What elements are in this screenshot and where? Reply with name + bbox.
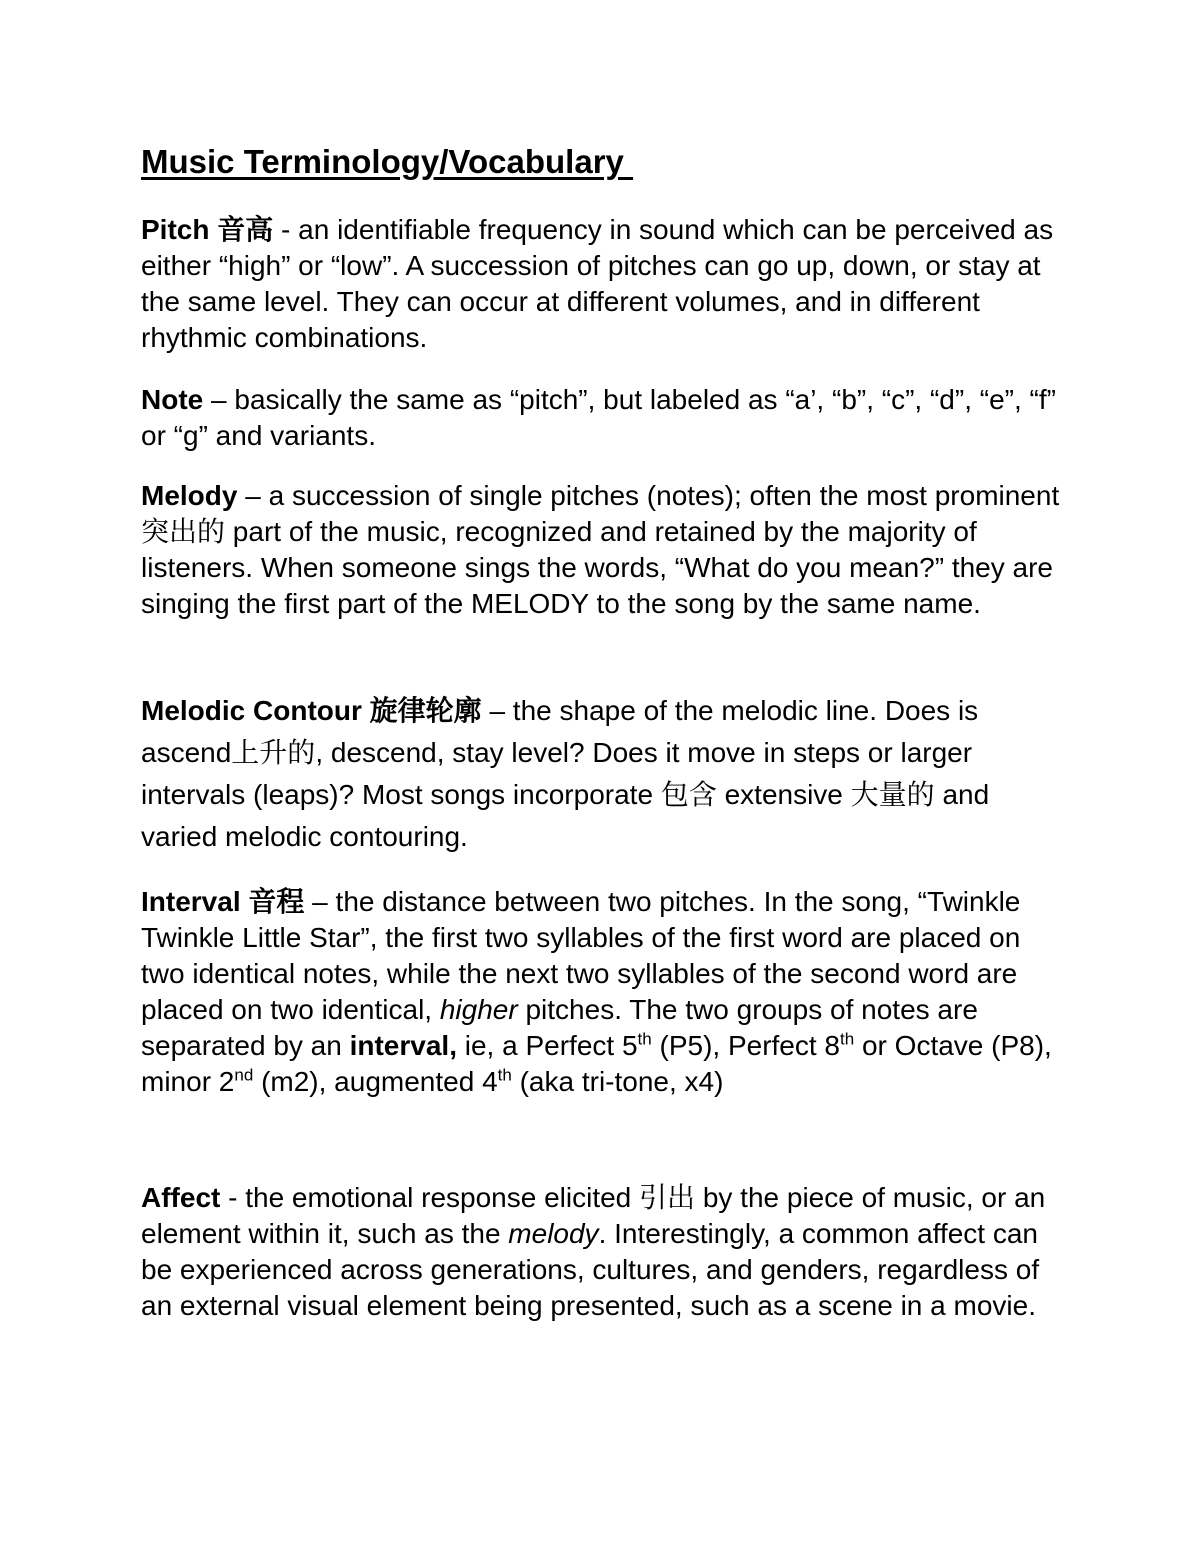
superscript-nd: nd bbox=[234, 1065, 254, 1085]
entry-pitch bbox=[141, 212, 1061, 356]
definition-affect-part2: by the piece of music, or an element within it, such as the bbox=[141, 1182, 1046, 1249]
term-interval-chinese: 音程 bbox=[248, 885, 305, 918]
term-pitch: Pitch 音高 bbox=[141, 213, 274, 246]
definition-contour-part2: , descend, stay level? Does it move in steps or larger intervals (leaps)? Most songs incorporate bbox=[141, 737, 973, 810]
term-interval: Interval 音程 bbox=[141, 885, 305, 918]
definition-contour-part4: and varied melodic contouring. bbox=[141, 779, 990, 852]
gloss-extensive-chinese: 大量的 bbox=[850, 778, 935, 811]
term-melody: Melody bbox=[141, 480, 238, 511]
superscript-th-3: th bbox=[497, 1065, 512, 1085]
definition-contour-part1: – the shape of the melodic line. Does is ascend bbox=[141, 695, 979, 768]
definition-pitch: - an identifiable frequency in sound which can be perceived as either “high” or “low”. A succession of pitches can go up, down, or stay at the same level. They can occur at different volumes, and in different rhythmic combinations. bbox=[141, 214, 1054, 353]
emphasis-higher: higher bbox=[439, 994, 518, 1025]
term-melodic-contour: Melodic Contour 旋律轮廓 bbox=[141, 694, 482, 727]
definition-melody-part1: – a succession of single pitches (notes); often the most prominent bbox=[237, 480, 1060, 511]
document-page bbox=[141, 140, 1061, 1321]
emphasis-melody: melody bbox=[508, 1218, 599, 1249]
entry-interval bbox=[141, 884, 1061, 1100]
definition-interval-part6: (m2), augmented 4 bbox=[253, 1066, 498, 1097]
entry-affect bbox=[141, 1180, 1061, 1324]
gloss-ascend-chinese: 上升的 bbox=[231, 736, 316, 769]
gloss-prominent-chinese: 突出的 bbox=[141, 515, 226, 548]
definition-interval-part7: (aka tri-tone, x4) bbox=[511, 1066, 724, 1097]
term-pitch-chinese: 音高 bbox=[217, 213, 274, 246]
term-affect: Affect bbox=[141, 1182, 221, 1213]
definition-interval-part5: or Octave (P8), minor 2 bbox=[141, 1030, 1052, 1097]
definition-interval-part3: ie, a Perfect 5 bbox=[456, 1030, 638, 1061]
page-title: Music Terminology/Vocabulary bbox=[141, 143, 634, 180]
definition-interval-part4: (P5), Perfect 8 bbox=[651, 1030, 841, 1061]
superscript-th-1: th bbox=[637, 1029, 652, 1049]
definition-interval-part2: pitches. The two groups of notes are separated by an bbox=[141, 994, 978, 1061]
entry-note bbox=[141, 382, 1061, 454]
entry-melodic-contour bbox=[141, 690, 1061, 858]
entry-melody bbox=[141, 478, 1061, 622]
superscript-th-2: th bbox=[840, 1029, 855, 1049]
gloss-incorporate-chinese: 包含 bbox=[660, 778, 717, 811]
definition-affect-part3: . Interestingly, a common affect can be experienced across generations, cultures, and genders, regardless of an external visual element being presented, such as a scene in a movie. bbox=[141, 1218, 1040, 1321]
definition-interval-part1: – the distance between two pitches. In the song, “Twinkle Twinkle Little Star”, the first two syllables of the first word are placed on two identical notes, while the next two syllables of the second word are placed on two identical, bbox=[141, 886, 1021, 1025]
definition-note: – basically the same as “pitch”, but labeled as “a’, “b”, “c”, “d”, “e”, “f” or “g” and variants. bbox=[141, 384, 1056, 451]
definition-contour-part3: extensive bbox=[716, 779, 851, 810]
term-note: Note bbox=[141, 384, 204, 415]
definition-melody-part2: part of the music, recognized and retained by the majority of listeners. When someone sings the words, “What do you mean?” they are singing the first part of the MELODY to the song by the same name. bbox=[141, 516, 1053, 619]
term-contour-chinese: 旋律轮廓 bbox=[369, 694, 482, 727]
definition-affect-part1: - the emotional response elicited bbox=[220, 1182, 640, 1213]
gloss-elicited-chinese: 引出 bbox=[639, 1181, 696, 1214]
bold-interval: interval, bbox=[349, 1030, 457, 1061]
